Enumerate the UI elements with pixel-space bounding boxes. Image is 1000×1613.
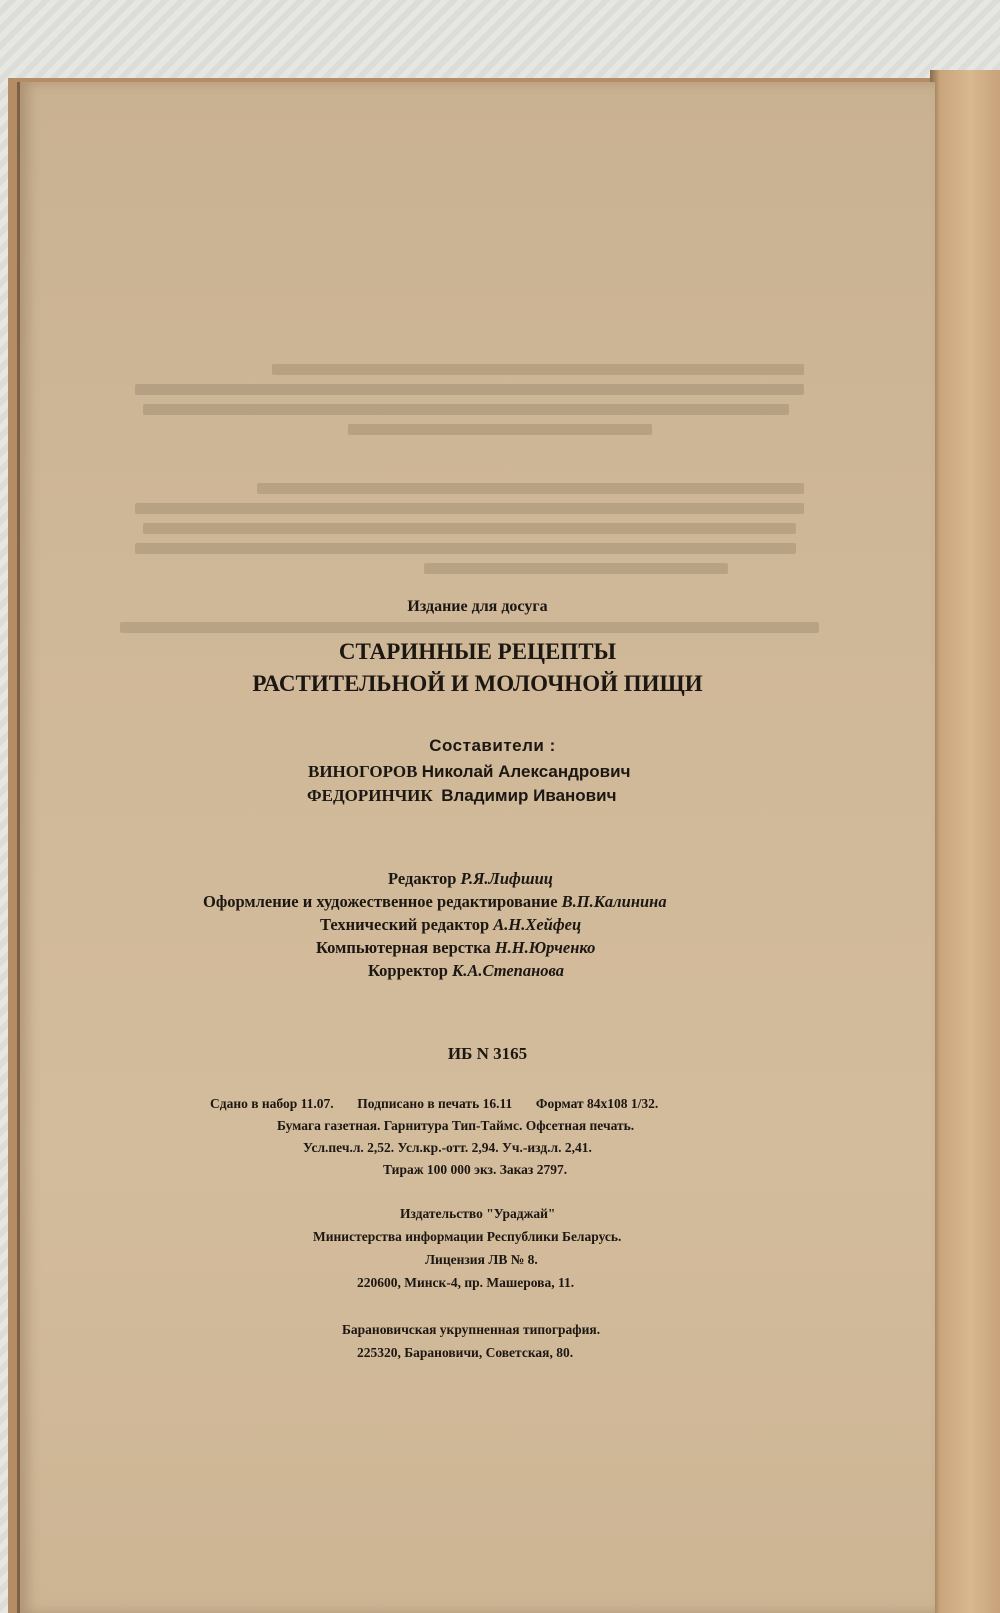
credit-tech-editor	[320, 915, 581, 935]
facing-page-edge	[930, 70, 1000, 1613]
credit-role: Технический редактор	[320, 915, 494, 934]
sent-date: Сдано в набор 11.07.	[210, 1096, 334, 1111]
printer-name: Барановичская укрупненная типография.	[342, 1322, 601, 1337]
credit-person: В.П.Калинина	[561, 892, 667, 911]
credit-role: Корректор	[368, 961, 453, 980]
credit-editor	[388, 869, 553, 889]
sheets-info: Усл.печ.л. 2,52. Усл.кр.-отт. 2,94. Уч.-изд.л. 2,41.	[303, 1140, 592, 1155]
publisher-name: Издательство "Ураджай"	[400, 1206, 556, 1221]
imprint-page	[20, 82, 935, 1613]
paper-info: Бумага газетная. Гарнитура Тип-Таймс. Офсетная печать.	[277, 1118, 635, 1133]
credit-role: Редактор	[388, 869, 461, 888]
credit-person: Р.Я.Лифшиц	[460, 869, 553, 888]
compilers-label: Составители :	[429, 736, 556, 755]
publisher-address: 220600, Минск-4, пр. Машерова, 11.	[357, 1275, 575, 1290]
edition-type: Издание для досуга	[407, 598, 548, 615]
credit-layout	[316, 938, 595, 958]
page-format: Формат 84x108 1/32.	[535, 1096, 659, 1111]
compiler-1	[308, 762, 630, 782]
publisher-ministry: Министерства информации Республики Беларусь.	[313, 1229, 622, 1244]
publisher-license: Лицензия ЛВ № 8.	[425, 1252, 538, 1267]
compiler-2-surname: ФЕДОРИНЧИК	[307, 786, 433, 805]
compiler-2-name: Владимир Иванович	[441, 786, 617, 805]
print-run: Тираж 100 000 экз. Заказ 2797.	[383, 1162, 568, 1177]
printer-address: 225320, Барановичи, Советская, 80.	[357, 1345, 574, 1360]
compiler-1-name: Николай Александрович	[421, 762, 631, 781]
print-dates	[210, 1096, 658, 1112]
credit-person: К.А.Степанова	[452, 961, 564, 980]
credit-role: Оформление и художественное редактирование	[203, 892, 562, 911]
book-title-line-1: СТАРИННЫЕ РЕЦЕПТЫ	[338, 639, 617, 664]
book-title-line-2: РАСТИТЕЛЬНОЙ И МОЛОЧНОЙ ПИЩИ	[252, 671, 703, 696]
compiler-1-surname: ВИНОГОРОВ	[308, 762, 418, 781]
compiler-2	[307, 786, 616, 806]
ib-number: ИБ N 3165	[447, 1044, 528, 1063]
credit-role: Компьютерная верстка	[316, 938, 495, 957]
credit-proofreader	[368, 961, 564, 981]
credit-person: А.Н.Хейфец	[493, 915, 582, 934]
credit-person: Н.Н.Юрченко	[494, 938, 596, 957]
signed-date: Подписано в печать 16.11	[357, 1096, 513, 1111]
credit-art-editor	[203, 892, 667, 912]
